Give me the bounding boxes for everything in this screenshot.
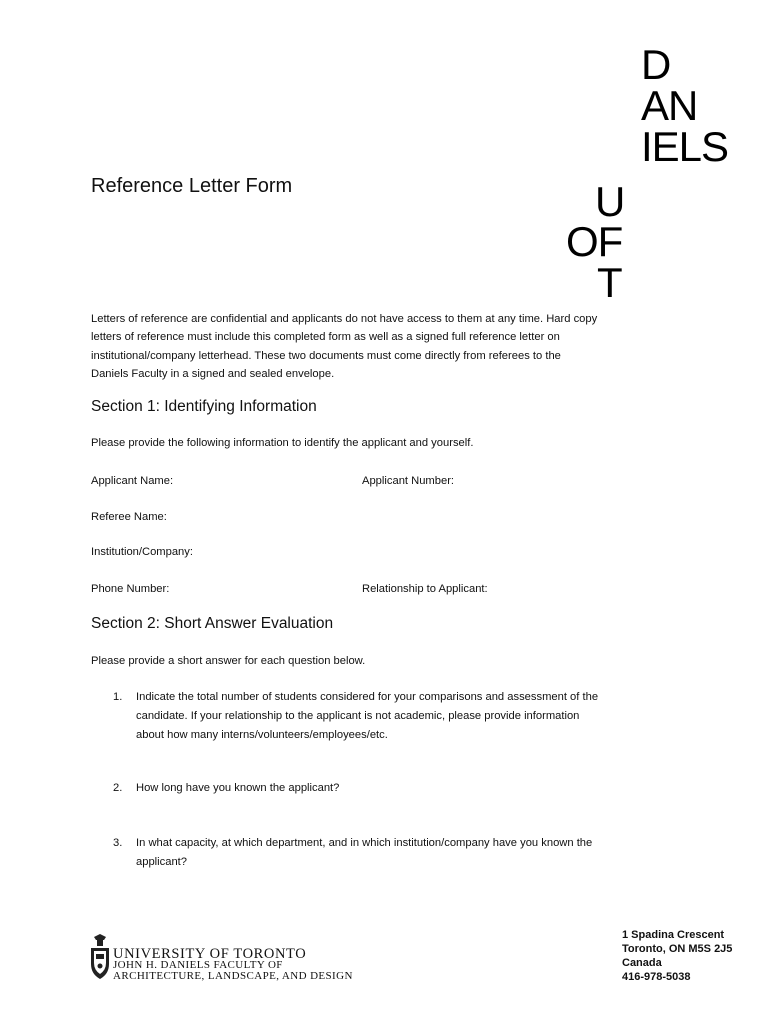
- faculty-name-line-2: ARCHITECTURE, LANDSCAPE, AND DESIGN: [113, 970, 353, 982]
- address-city: Toronto, ON M5S 2J5: [622, 943, 733, 955]
- address-block: [622, 928, 732, 984]
- applicant-name-label: Applicant Name:: [91, 475, 174, 487]
- daniels-logo-line-1: D: [641, 41, 671, 88]
- phone-number-label: Phone Number:: [91, 583, 170, 595]
- question-3-text: In what capacity, at which department, and in which institution/company have you known the applicant?: [136, 837, 593, 868]
- section2-instruction: Please provide a short answer for each question below.: [91, 655, 366, 667]
- daniels-logo-line-2: AN: [641, 82, 698, 129]
- address-phone: 416-978-5038: [622, 971, 691, 983]
- question-1-text: Indicate the total number of students considered for your comparisons and assessment of the candidate. If your relationship to the applicant is not academic, please provide information about how many interns/volunteers/employees/etc.: [136, 691, 599, 741]
- institution-label: Institution/Company:: [91, 546, 193, 558]
- question-3-number: 3.: [113, 837, 123, 849]
- section1-instruction: Please provide the following information to identify the applicant and yourself.: [91, 437, 474, 449]
- referee-name-label: Referee Name:: [91, 511, 167, 523]
- applicant-number-label: Applicant Number:: [362, 475, 455, 487]
- section1-heading: Section 1: Identifying Information: [91, 398, 317, 415]
- relationship-label: Relationship to Applicant:: [362, 583, 488, 595]
- university-name: UNIVERSITY OF TORONTO: [113, 946, 307, 962]
- address-country: Canada: [622, 957, 662, 969]
- uoft-logo-line-1: U: [595, 178, 625, 225]
- daniels-logo-line-3: IELS: [641, 123, 729, 170]
- university-crest-icon: [90, 934, 110, 980]
- address-street: 1 Spadina Crescent: [622, 929, 725, 941]
- uoft-logo-line-3: T: [597, 259, 622, 306]
- page-title: Reference Letter Form: [91, 175, 293, 197]
- uoft-logo-line-2: OF: [566, 218, 623, 265]
- intro-paragraph: Letters of reference are confidential and applicants do not have access to them at any time. Hard copy letters of reference must include this completed form as well as a signed full reference letter on institutional/company letterhead. These two documents must come directly from referees to the Daniels Faculty in a signed and sealed envelope.: [91, 313, 598, 380]
- question-1-number: 1.: [113, 691, 123, 703]
- question-2-text: How long have you known the applicant?: [136, 782, 340, 794]
- faculty-name-line-1: JOHN H. DANIELS FACULTY OF: [113, 959, 283, 971]
- section2-heading: Section 2: Short Answer Evaluation: [91, 615, 334, 632]
- question-2-number: 2.: [113, 782, 123, 794]
